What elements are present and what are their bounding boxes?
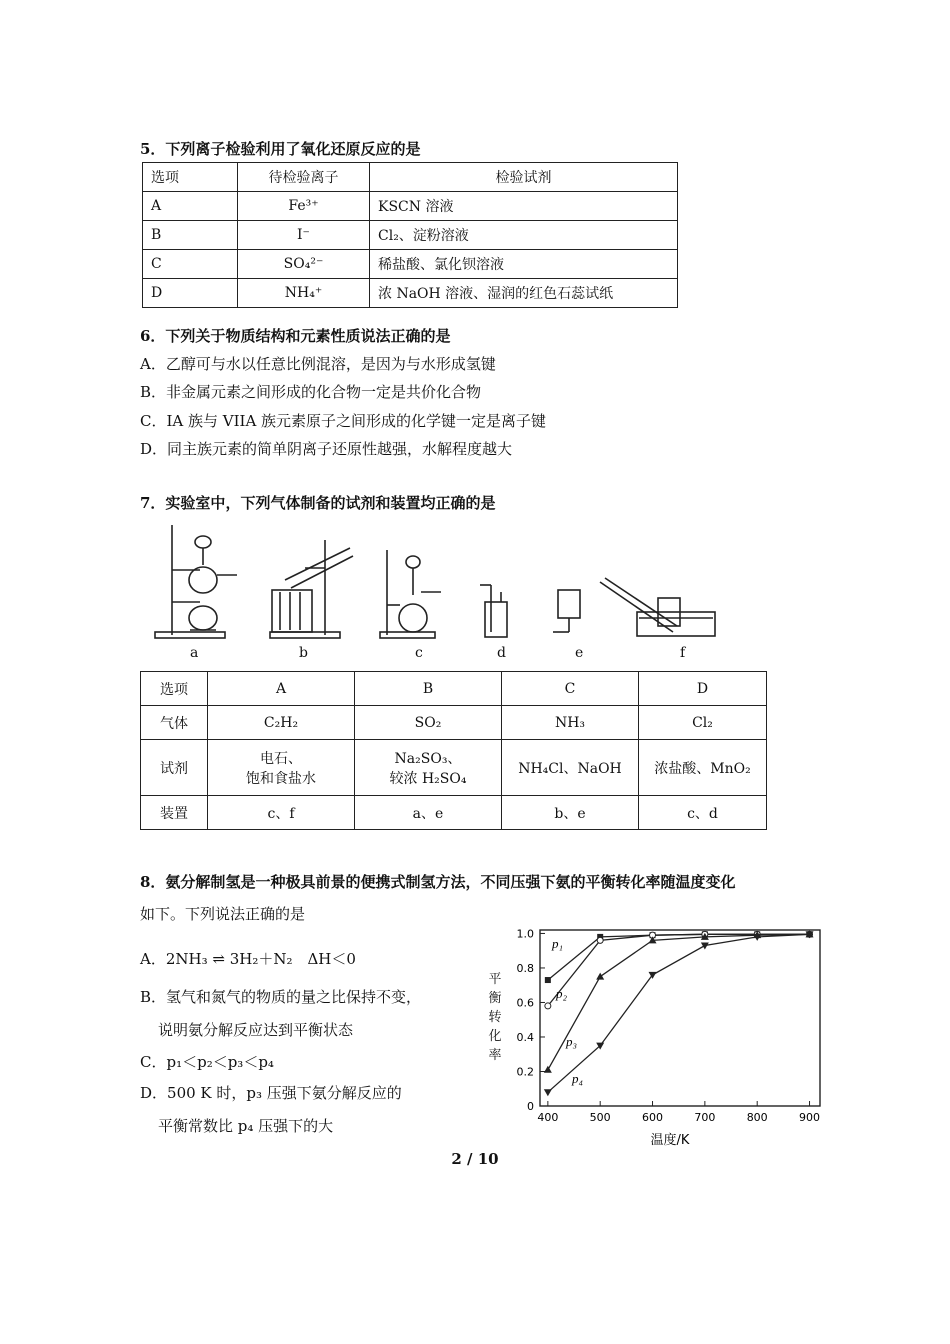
series-line-p2 <box>548 934 810 1006</box>
q7-header-d: D <box>639 672 767 706</box>
q7-header-a: A <box>208 672 355 706</box>
q5-ion: Fe³⁺ <box>238 192 370 221</box>
q7-header-option: 选项 <box>141 672 208 706</box>
q8-option-b-line2: 说明氨分解反应达到平衡状态 <box>158 1021 354 1039</box>
q8-title-line2: 如下。下列说法正确的是 <box>140 905 306 923</box>
q5-reagent: KSCN 溶液 <box>370 192 678 221</box>
q8-option-b-line1: B．氢气和氮气的物质的量之比保持不变， <box>140 988 422 1006</box>
q6-option-c: C．IA 族与 VIIA 族元素原子之间形成的化学键一定是离子键 <box>140 412 547 430</box>
apparatus-label-c: c <box>415 645 423 661</box>
apparatus-label-d: d <box>497 645 506 661</box>
q7-gas: SO₂ <box>355 706 502 740</box>
q5-reagent: Cl₂、淀粉溶液 <box>370 221 678 250</box>
q7-table <box>140 671 767 830</box>
q8-option-d-line2: 平衡常数比 p₄ 压强下的大 <box>158 1117 334 1135</box>
q7-header-c: C <box>502 672 639 706</box>
q5-reagent: 浓 NaOH 溶液、湿润的红色石蕊试纸 <box>370 279 678 308</box>
series-label-p1: p₁ <box>552 936 564 951</box>
x-tick-label: 800 <box>746 1111 768 1124</box>
q7-header-b: B <box>355 672 502 706</box>
apparatus-label-f: f <box>680 645 686 661</box>
q7-reagent-a <box>208 740 355 796</box>
y-tick-label: 0.8 <box>516 961 534 975</box>
q6-title: 6．下列关于物质结构和元素性质说法正确的是 <box>140 327 451 345</box>
data-point-p3 <box>544 1066 552 1073</box>
q7-gas: Cl₂ <box>639 706 767 740</box>
apparatus-d <box>480 585 507 637</box>
q5-title: 5．下列离子检验利用了氧化还原反应的是 <box>140 140 421 158</box>
q7-reagent-line: Na₂SO₃、 <box>394 750 462 767</box>
q5-ion: I⁻ <box>238 221 370 250</box>
data-point-p4 <box>544 1089 552 1096</box>
q7-gas: NH₃ <box>502 706 639 740</box>
q6-option-d: D．同主族元素的简单阴离子还原性越强，水解程度越大 <box>140 440 513 458</box>
q7-reagent-line: 电石、 <box>260 750 302 767</box>
table-row <box>143 163 678 192</box>
data-point-p1 <box>545 977 551 983</box>
chart-x-axis-label: 温度/K <box>650 1133 690 1148</box>
q7-device: b、e <box>502 796 639 830</box>
data-point-p3 <box>596 973 604 980</box>
table-row <box>141 672 767 706</box>
q7-device: c、f <box>208 796 355 830</box>
apparatus-label-b: b <box>299 645 308 661</box>
q7-reagent-line: 饱和食盐水 <box>246 770 316 787</box>
q5-reagent: 稀盐酸、氯化钡溶液 <box>370 250 678 279</box>
x-tick-label: 700 <box>694 1111 716 1124</box>
chart-y-axis-label: 平衡转化率 <box>488 972 502 1063</box>
q7-reagent-d: 浓盐酸、MnO₂ <box>639 740 767 796</box>
series-line-p4 <box>548 934 810 1092</box>
table-row <box>143 192 678 221</box>
series-label-p3: p₃ <box>566 1034 578 1049</box>
apparatus-label-e: e <box>575 645 584 661</box>
apparatus-e <box>553 590 580 632</box>
x-tick-label: 600 <box>642 1111 664 1124</box>
y-tick-label: 0.4 <box>516 1030 534 1044</box>
y-tick-label: 0.6 <box>516 996 534 1010</box>
q5-ion: SO₄²⁻ <box>238 250 370 279</box>
series-label-p4: p₄ <box>572 1071 584 1086</box>
apparatus-label-a: a <box>190 645 199 661</box>
q5-header-ion: 待检验离子 <box>238 163 370 192</box>
apparatus-a <box>155 525 237 638</box>
page-number: 2 / 10 <box>451 1150 499 1168</box>
q8-option-c: C．p₁＜p₂＜p₃＜p₄ <box>140 1053 274 1071</box>
q6-option-b: B．非金属元素之间形成的化合物一定是共价化合物 <box>140 383 482 401</box>
q5-opt: C <box>143 250 238 279</box>
q5-opt: D <box>143 279 238 308</box>
data-point-p4 <box>701 943 709 950</box>
q6-block <box>140 325 840 465</box>
apparatus-f <box>600 578 715 636</box>
table-row <box>141 796 767 830</box>
data-point-p2 <box>545 1003 551 1009</box>
x-tick-label: 500 <box>589 1111 611 1124</box>
table-row <box>143 279 678 308</box>
q5-ion: NH₄⁺ <box>238 279 370 308</box>
q5-header-reagent: 检验试剂 <box>370 163 678 192</box>
q5-opt: A <box>143 192 238 221</box>
q7-gas: C₂H₂ <box>208 706 355 740</box>
table-row <box>143 221 678 250</box>
q7-reagent-line: 较浓 H₂SO₄ <box>389 770 467 787</box>
q7-device: a、e <box>355 796 502 830</box>
q7-reagent-b <box>355 740 502 796</box>
q8-title-line1: 8．氨分解制氢是一种极具前景的便携式制氢方法，不同压强下氨的平衡转化率随温度变化 <box>140 873 736 891</box>
y-tick-label: 1.0 <box>516 927 534 941</box>
apparatus-c <box>380 550 441 638</box>
q8-option-a: A．2NH₃ ⇌ 3H₂＋N₂ ΔH＜0 <box>140 950 356 968</box>
series-line-p3 <box>548 934 810 1070</box>
table-row <box>141 706 767 740</box>
series-label-p2: p₂ <box>556 986 568 1001</box>
q8-option-d-line1: D．500 K 时，p₃ 压强下氨分解反应的 <box>140 1084 402 1102</box>
q7-title: 7．实验室中，下列气体制备的试剂和装置均正确的是 <box>140 494 496 512</box>
q7-gas-label: 气体 <box>141 706 208 740</box>
table-row <box>141 740 767 796</box>
table-row <box>143 250 678 279</box>
q5-header-option: 选项 <box>143 163 238 192</box>
data-point-p2 <box>597 937 603 943</box>
x-tick-label: 400 <box>537 1111 559 1124</box>
q5-opt: B <box>143 221 238 250</box>
q7-reagent-c: NH₄Cl、NaOH <box>502 740 639 796</box>
y-tick-label: 0 <box>527 1100 534 1113</box>
y-tick-label: 0.2 <box>516 1065 534 1079</box>
x-tick-label: 900 <box>799 1111 821 1124</box>
q7-device-label: 装置 <box>141 796 208 830</box>
q7-device: c、d <box>639 796 767 830</box>
q7-reagent-label: 试剂 <box>141 740 208 796</box>
q6-option-a: A．乙醇可与水以任意比例混溶，是因为与水形成氢键 <box>140 355 496 373</box>
q5-table <box>142 162 678 308</box>
conversion-chart <box>500 918 830 1150</box>
apparatus-illustrations <box>145 520 735 645</box>
apparatus-b <box>270 540 353 638</box>
